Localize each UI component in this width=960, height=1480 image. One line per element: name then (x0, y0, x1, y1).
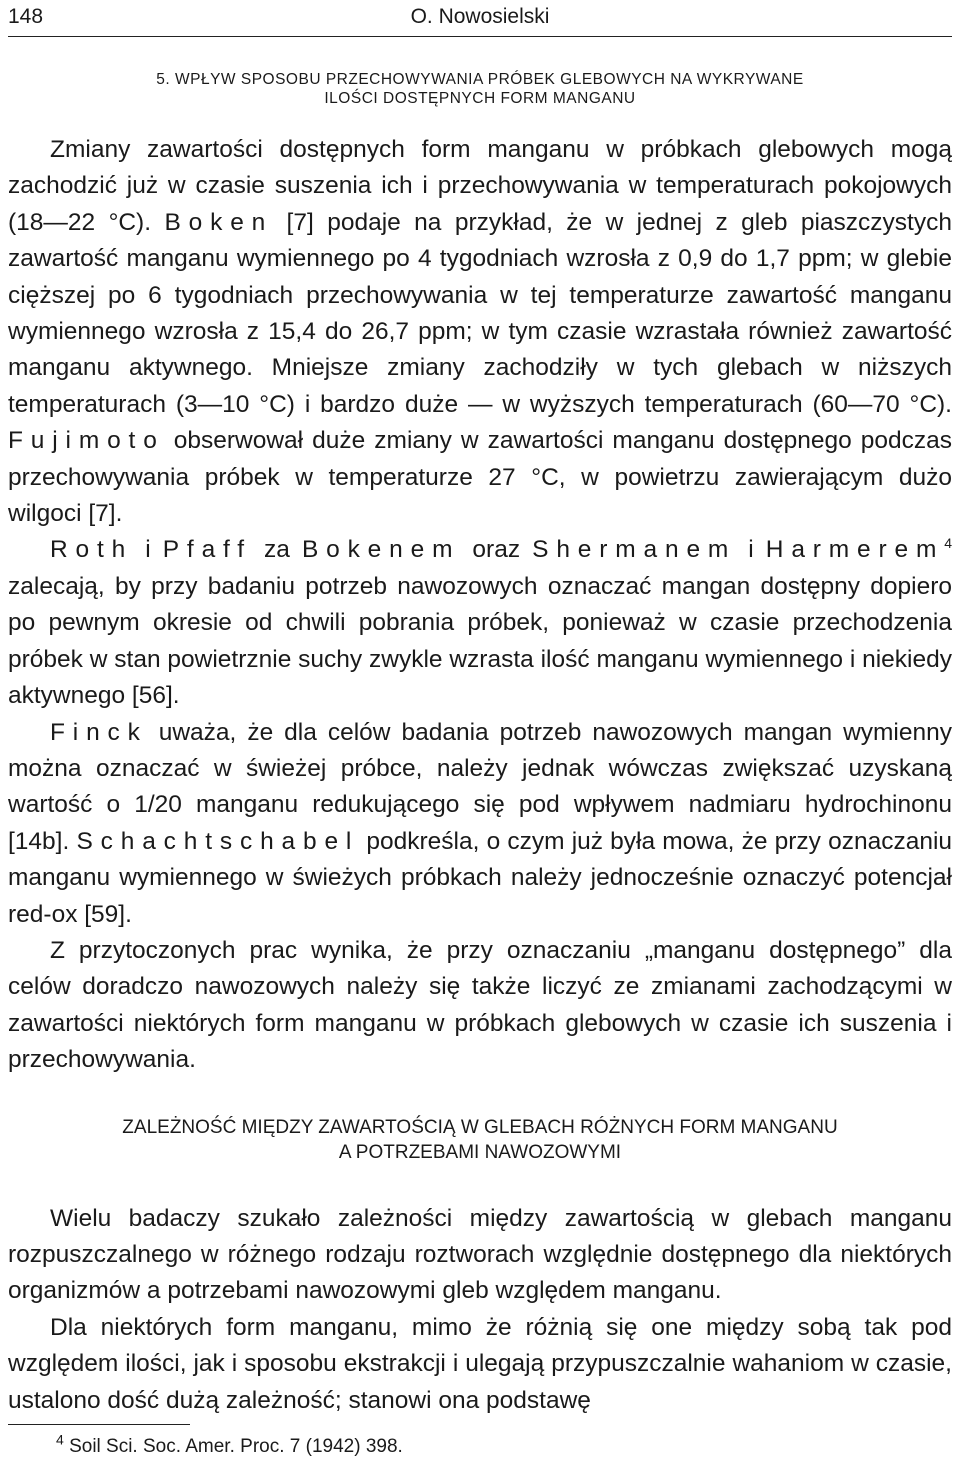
text-span: oraz (472, 536, 521, 564)
page-number: 148 (8, 5, 44, 28)
author-name: Finck (50, 718, 148, 746)
paragraph (8, 532, 952, 714)
paragraph: Dla niektórych form manganu, mimo że różnią się one między sobą tak pod względem ilości, jak i sposobu ekstrakcji i ulegają przypuszczalnie wahaniom w czasie, ustalono dość dużą zależność; stanowi ona podstawę (8, 1313, 952, 1414)
author-name: Shermanem (532, 536, 737, 564)
running-header (8, 0, 952, 34)
author-name: Boken (164, 208, 274, 236)
text-span: Zmiany zawartości dostępnych form manganu w próbkach glebowych mogą zachodzić już w czasie suszenia ich i przechowywania w temperaturach pokojowych (18—22 °C). (8, 136, 952, 236)
text-span: za (263, 536, 290, 564)
footnote-reference: 4 (944, 535, 953, 552)
subsection-heading-line: A POTRZEBAMI NAWOZOWYMI (338, 1141, 622, 1163)
author-name: Bokenem (301, 536, 461, 564)
author-name: Roth (50, 536, 134, 564)
section-heading-line: 5. WPŁYW SPOSOBU PRZECHOWYWANIA PRÓBEK GLEBOWYCH NA WYKRYWANE (156, 71, 804, 88)
paragraph: Wielu badaczy szukało zależności między zawartością w glebach manganu rozpuszczalnego w różnego rodzaju roztworach względnie dostępnego dla niektórych organizmów a potrzebami nawozowymi gleb względem manganu. (8, 1204, 952, 1305)
paragraph (8, 715, 952, 933)
header-rule (8, 36, 952, 37)
footnote-text: Soil Sci. Soc. Amer. Proc. 7 (1942) 398. (69, 1436, 403, 1457)
author-name: Schachtschabel (76, 827, 360, 855)
author-name: Fujimoto (8, 427, 165, 455)
author-name: Pfaff (162, 536, 252, 564)
footnote (56, 1431, 403, 1460)
body-text (8, 132, 952, 1419)
author-name: Harmerem (765, 536, 945, 564)
footnote-mark: 4 (56, 1431, 64, 1448)
text-span: uważa, że dla celów badania potrzeb nawozowych mangan wymienny można oznaczać w świeżej próbce, należy jednak wówczas zwiększać uzyskaną wartość o 1/20 manganu redukującego się pod wpływem nadmiaru hydrochinonu [14b]. (8, 718, 952, 855)
text-span: zalecają, by przy badaniu potrzeb nawozowych oznaczać mangan dostępny dopiero po pewnym okresie od chwili pobrania próbek, ponieważ w czasie przechodzenia próbek w stan powietrznie suchy zwykle wzrasta ilość manganu wymiennego i niekiedy aktywnego [56]. (8, 572, 952, 710)
paragraph: Z przytoczonych prac wynika, że przy oznaczaniu „manganu dostępnego” dla celów doradczo nawozowych należy się także liczyć ze zmianami zachodzącymi w zawartości niektórych form manganu w próbkach glebowych w czasie ich suszenia i przechowywania. (8, 936, 952, 1074)
running-title: O. Nowosielski (410, 5, 550, 28)
text-span: i (748, 536, 754, 564)
text-span: [7] podaje na przykład, że w jednej z gleb piaszczystych zawartość manganu wymiennego po 4 tygodniach wzrosła z 0,9 do 1,7 ppm; w glebie cięższej po 6 tygodniach przechowywania w tej temperaturze zawartość manganu wymiennego wzrosła z 15,4 do 26,7 ppm; w tym czasie wzrastała również zawartość manganu aktywnego. Mniejsze zmiany zachodziły w tych glebach w niższych temperaturach (3—10 °C) i bardzo duże — w wyższych temperaturach (60—70 °C). (8, 208, 952, 418)
text-span: i (145, 536, 151, 564)
subsection-heading-line: ZALEŻNOŚĆ MIĘDZY ZAWARTOŚCIĄ W GLEBACH RÓŻNYCH FORM MANGANU (122, 1116, 838, 1138)
text-span: podkreśla, o czym już była mowa, że przy oznaczaniu manganu wymiennego w świeżych próbkach należy jednocześnie oznaczyć potencjał red-ox [59]. (8, 827, 953, 928)
text-span: obserwował duże zmiany w zawartości manganu dostępnego podczas przechowywania próbek w temperaturze 27 °C, w powietrzu zawierającym dużo wilgoci [7]. (8, 427, 952, 528)
paragraph (8, 132, 952, 532)
section-heading (8, 70, 952, 108)
section-heading-line: ILOŚCI DOSTĘPNYCH FORM MANGANU (324, 90, 636, 107)
footnote-rule (8, 1424, 190, 1425)
subsection-heading (8, 1115, 952, 1165)
page (8, 0, 952, 1419)
